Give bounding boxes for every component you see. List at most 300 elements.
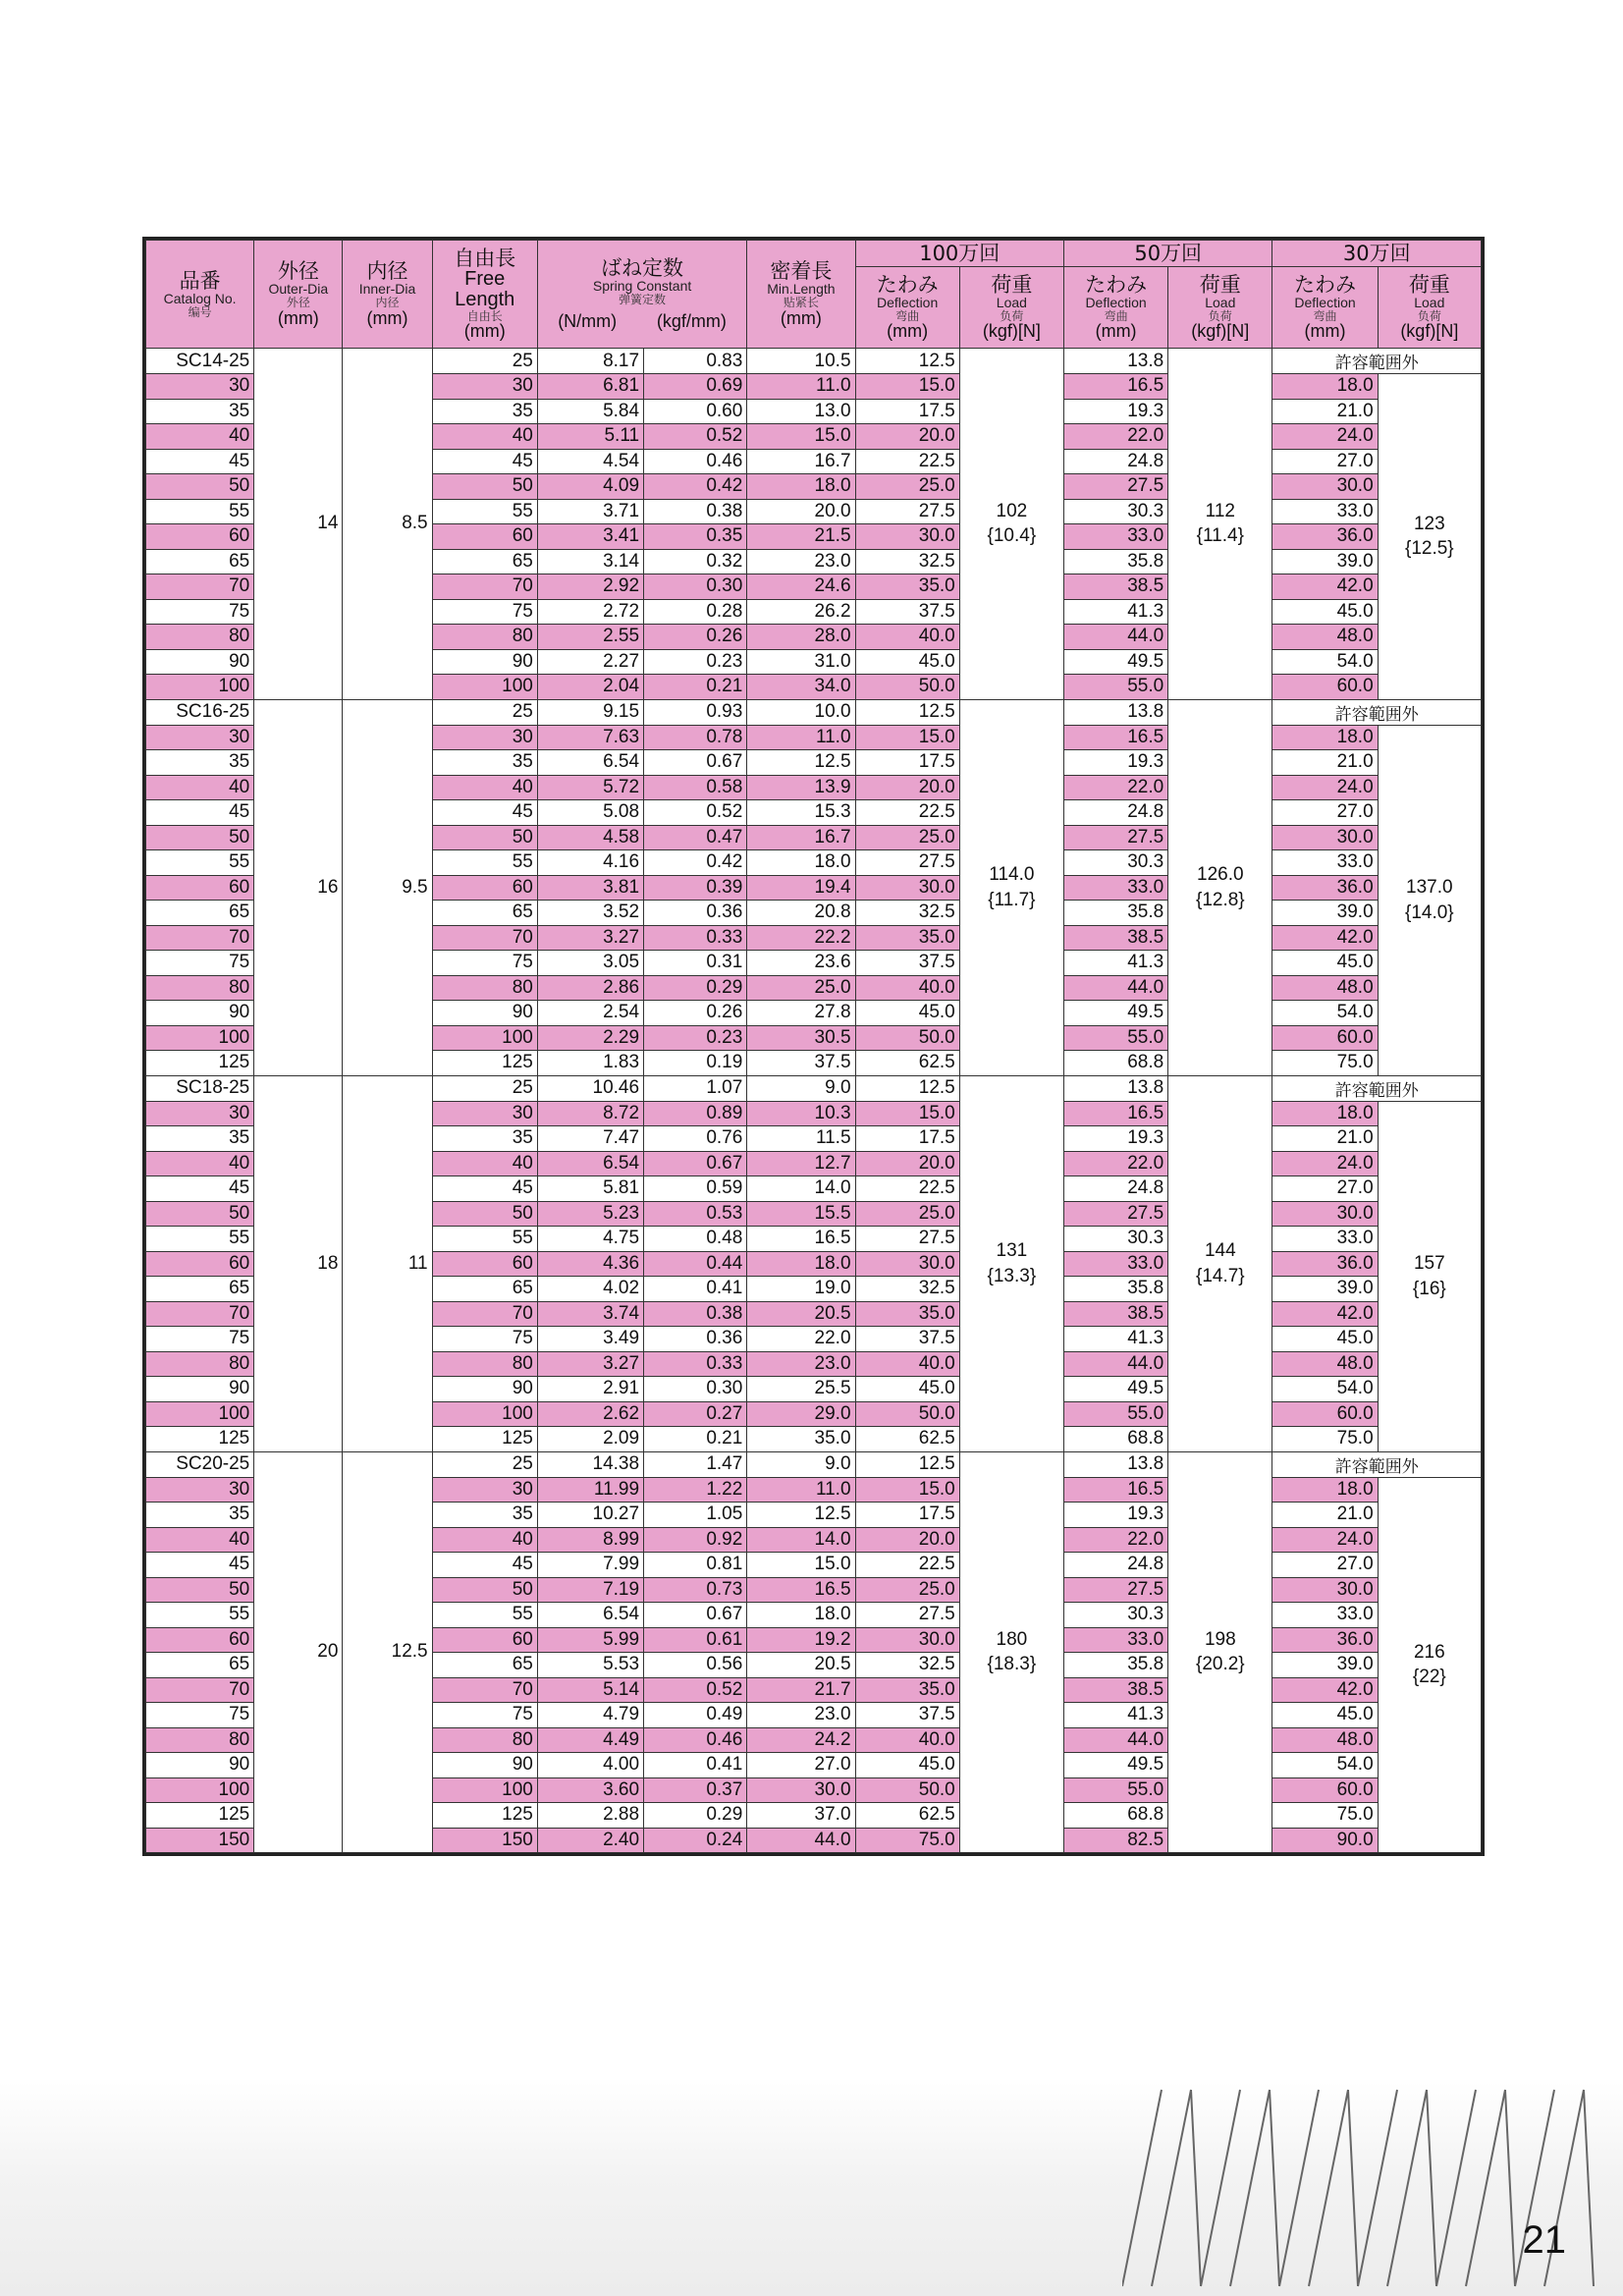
deflection-1m-cell: 22.5 xyxy=(855,1553,959,1578)
spring-constant-n-cell: 4.49 xyxy=(537,1727,643,1753)
catalog-no-cell: 30 xyxy=(146,1477,254,1503)
spring-constant-n-cell: 5.99 xyxy=(537,1627,643,1653)
load-500k-cell-newton: 112 xyxy=(1205,500,1235,521)
deflection-300k-cell: 45.0 xyxy=(1272,1327,1378,1352)
load-500k-cell-newton: 144 xyxy=(1204,1239,1236,1261)
deflection-300k-cell: 18.0 xyxy=(1272,374,1378,400)
spring-spec-table xyxy=(145,240,1482,1853)
deflection-1m-cell: 22.5 xyxy=(855,449,959,474)
deflection-500k-cell: 41.3 xyxy=(1063,1327,1167,1352)
min-length-cell: 23.0 xyxy=(747,1351,855,1377)
header-load-1: 荷重 Load 负荷 (kgf)[N] xyxy=(959,267,1063,349)
load-1m-cell xyxy=(959,1451,1063,1853)
catalog-no-cell: 45 xyxy=(146,1176,254,1202)
min-length-cell: 10.3 xyxy=(747,1101,855,1126)
spring-constant-kgf-cell: 0.38 xyxy=(644,499,747,524)
deflection-300k-cell: 42.0 xyxy=(1272,1301,1378,1327)
deflection-1m-cell: 12.5 xyxy=(855,1451,959,1477)
spring-constant-kgf-cell: 1.05 xyxy=(644,1503,747,1528)
catalog-no-cell: 100 xyxy=(146,1025,254,1051)
deflection-500k-cell: 30.3 xyxy=(1063,499,1167,524)
header-deflection-2: たわみ Deflection 弯曲 (mm) xyxy=(1063,267,1167,349)
min-length-cell: 15.3 xyxy=(747,800,855,826)
catalog-no-cell: 30 xyxy=(146,374,254,400)
free-length-cell: 55 xyxy=(432,1603,537,1628)
deflection-300k-cell: 18.0 xyxy=(1272,1477,1378,1503)
spring-constant-kgf-cell: 0.36 xyxy=(644,1327,747,1352)
free-length-cell: 60 xyxy=(432,875,537,901)
spring-constant-kgf-cell: 0.60 xyxy=(644,399,747,424)
deflection-1m-cell: 32.5 xyxy=(855,901,959,926)
spring-constant-kgf-cell: 1.07 xyxy=(644,1075,747,1101)
spring-constant-kgf-cell: 0.67 xyxy=(644,1151,747,1176)
spring-constant-n-cell: 4.02 xyxy=(537,1277,643,1302)
spring-constant-kgf-cell: 0.52 xyxy=(644,1677,747,1703)
spring-constant-kgf-cell: 0.93 xyxy=(644,699,747,725)
load-300k-cell-kgf: {22} xyxy=(1412,1667,1446,1688)
deflection-1m-cell: 45.0 xyxy=(855,1377,959,1402)
catalog-no-cell: SC20-25 xyxy=(146,1451,254,1477)
inner-dia-cell: 11 xyxy=(343,1075,432,1451)
min-length-cell: 37.5 xyxy=(747,1051,855,1076)
header-free-length: 自由長 Free Length 自由长 (mm) xyxy=(432,241,537,349)
spring-constant-kgf-cell: 0.23 xyxy=(644,1025,747,1051)
free-length-cell: 45 xyxy=(432,1176,537,1202)
deflection-300k-cell: 33.0 xyxy=(1272,1603,1378,1628)
min-length-cell: 23.0 xyxy=(747,549,855,574)
catalog-no-cell: 65 xyxy=(146,901,254,926)
header-deflection-3: たわみ Deflection 弯曲 (mm) xyxy=(1272,267,1378,349)
free-length-cell: 125 xyxy=(432,1803,537,1829)
deflection-1m-cell: 75.0 xyxy=(855,1828,959,1853)
spring-constant-kgf-cell: 0.28 xyxy=(644,599,747,625)
spring-constant-kgf-cell: 0.24 xyxy=(644,1828,747,1853)
deflection-300k-cell: 21.0 xyxy=(1272,1503,1378,1528)
spring-constant-kgf-cell: 0.32 xyxy=(644,549,747,574)
catalog-no-cell: 80 xyxy=(146,1351,254,1377)
spring-constant-n-cell: 7.99 xyxy=(537,1553,643,1578)
free-length-cell: 50 xyxy=(432,474,537,500)
spring-constant-n-cell: 4.36 xyxy=(537,1251,643,1277)
load-1m-cell-newton: 131 xyxy=(996,1239,1028,1261)
deflection-1m-cell: 12.5 xyxy=(855,1075,959,1101)
deflection-300k-cell: 36.0 xyxy=(1272,875,1378,901)
min-length-cell: 11.0 xyxy=(747,725,855,750)
catalog-no-cell: 60 xyxy=(146,875,254,901)
spring-constant-kgf-cell: 0.56 xyxy=(644,1653,747,1678)
free-length-cell: 65 xyxy=(432,1277,537,1302)
min-length-cell: 37.0 xyxy=(747,1803,855,1829)
deflection-500k-cell: 38.5 xyxy=(1063,574,1167,600)
min-length-cell: 23.0 xyxy=(747,1703,855,1728)
min-length-cell: 21.5 xyxy=(747,524,855,550)
spring-constant-kgf-cell: 0.21 xyxy=(644,675,747,700)
free-length-cell: 50 xyxy=(432,825,537,850)
free-length-cell: 35 xyxy=(432,399,537,424)
free-length-cell: 70 xyxy=(432,925,537,951)
spring-constant-n-cell: 2.29 xyxy=(537,1025,643,1051)
deflection-500k-cell: 13.8 xyxy=(1063,1451,1167,1477)
free-length-cell: 100 xyxy=(432,675,537,700)
header-deflection-1: たわみ Deflection 弯曲 (mm) xyxy=(855,267,959,349)
spring-constant-n-cell: 4.54 xyxy=(537,449,643,474)
deflection-1m-cell: 40.0 xyxy=(855,975,959,1001)
catalog-no-cell: 35 xyxy=(146,750,254,776)
min-length-cell: 11.0 xyxy=(747,1477,855,1503)
min-length-cell: 31.0 xyxy=(747,649,855,675)
load-1m-cell xyxy=(959,1075,1063,1451)
deflection-300k-cell: 60.0 xyxy=(1272,675,1378,700)
catalog-no-cell: 60 xyxy=(146,1627,254,1653)
min-length-cell: 20.0 xyxy=(747,499,855,524)
free-length-cell: 40 xyxy=(432,1527,537,1553)
load-500k-cell xyxy=(1168,1075,1272,1451)
catalog-no-cell: 60 xyxy=(146,1251,254,1277)
deflection-1m-cell: 50.0 xyxy=(855,1777,959,1803)
min-length-cell: 44.0 xyxy=(747,1828,855,1853)
deflection-1m-cell: 40.0 xyxy=(855,625,959,650)
deflection-500k-cell: 55.0 xyxy=(1063,1777,1167,1803)
free-length-cell: 65 xyxy=(432,901,537,926)
deflection-1m-cell: 30.0 xyxy=(855,1251,959,1277)
out-of-range-note: 許容範囲外 xyxy=(1272,1075,1482,1101)
load-1m-cell xyxy=(959,699,1063,1075)
min-length-cell: 13.0 xyxy=(747,399,855,424)
catalog-no-cell: 40 xyxy=(146,775,254,800)
catalog-no-cell: 40 xyxy=(146,1527,254,1553)
spring-constant-n-cell: 2.86 xyxy=(537,975,643,1001)
spring-constant-n-cell: 2.88 xyxy=(537,1803,643,1829)
spring-constant-kgf-cell: 0.33 xyxy=(644,925,747,951)
deflection-300k-cell: 48.0 xyxy=(1272,1727,1378,1753)
spring-constant-kgf-cell: 0.67 xyxy=(644,750,747,776)
free-length-cell: 40 xyxy=(432,775,537,800)
catalog-no-cell: 65 xyxy=(146,1653,254,1678)
spring-constant-kgf-cell: 0.44 xyxy=(644,1251,747,1277)
catalog-no-cell: 50 xyxy=(146,1577,254,1603)
load-500k-cell-newton: 126.0 xyxy=(1197,863,1244,885)
deflection-1m-cell: 22.5 xyxy=(855,800,959,826)
catalog-no-cell: 30 xyxy=(146,1101,254,1126)
deflection-500k-cell: 16.5 xyxy=(1063,1101,1167,1126)
load-300k-cell-kgf: {16} xyxy=(1412,1278,1446,1299)
min-length-cell: 16.5 xyxy=(747,1577,855,1603)
deflection-300k-cell: 48.0 xyxy=(1272,975,1378,1001)
min-length-cell: 20.8 xyxy=(747,901,855,926)
deflection-500k-cell: 27.5 xyxy=(1063,825,1167,850)
spring-constant-kgf-cell: 0.52 xyxy=(644,424,747,450)
catalog-no-cell: 40 xyxy=(146,424,254,450)
deflection-1m-cell: 40.0 xyxy=(855,1351,959,1377)
deflection-1m-cell: 45.0 xyxy=(855,1753,959,1778)
catalog-no-cell: 70 xyxy=(146,574,254,600)
spring-constant-n-cell: 8.17 xyxy=(537,349,643,374)
load-1m-cell-kgf: {11.7} xyxy=(988,889,1036,910)
spring-constant-kgf-cell: 1.22 xyxy=(644,1477,747,1503)
load-1m-cell-newton: 180 xyxy=(996,1628,1028,1650)
deflection-500k-cell: 41.3 xyxy=(1063,1703,1167,1728)
spring-constant-kgf-cell: 0.58 xyxy=(644,775,747,800)
deflection-1m-cell: 27.5 xyxy=(855,1603,959,1628)
min-length-cell: 29.0 xyxy=(747,1401,855,1427)
free-length-cell: 35 xyxy=(432,1126,537,1152)
free-length-cell: 100 xyxy=(432,1777,537,1803)
load-300k-cell-newton: 123 xyxy=(1413,513,1445,534)
free-length-cell: 30 xyxy=(432,374,537,400)
spring-constant-n-cell: 4.16 xyxy=(537,850,643,876)
spring-constant-n-cell: 2.40 xyxy=(537,1828,643,1853)
load-500k-cell xyxy=(1168,699,1272,1075)
deflection-500k-cell: 19.3 xyxy=(1063,750,1167,776)
deflection-500k-cell: 16.5 xyxy=(1063,725,1167,750)
catalog-no-cell: 70 xyxy=(146,1301,254,1327)
spring-constant-kgf-cell: 0.19 xyxy=(644,1051,747,1076)
catalog-no-cell: SC14-25 xyxy=(146,349,254,374)
deflection-300k-cell: 54.0 xyxy=(1272,1753,1378,1778)
free-length-cell: 65 xyxy=(432,549,537,574)
min-length-cell: 24.6 xyxy=(747,574,855,600)
deflection-500k-cell: 41.3 xyxy=(1063,599,1167,625)
free-length-cell: 50 xyxy=(432,1577,537,1603)
spring-constant-kgf-cell: 0.39 xyxy=(644,875,747,901)
deflection-300k-cell: 42.0 xyxy=(1272,574,1378,600)
deflection-300k-cell: 21.0 xyxy=(1272,1126,1378,1152)
spring-constant-kgf-cell: 0.29 xyxy=(644,1803,747,1829)
header-group-300k-cycles: 30万回 xyxy=(1272,241,1482,267)
catalog-no-cell: 75 xyxy=(146,951,254,976)
free-length-cell: 75 xyxy=(432,599,537,625)
deflection-1m-cell: 35.0 xyxy=(855,574,959,600)
deflection-300k-cell: 30.0 xyxy=(1272,1201,1378,1227)
deflection-500k-cell: 49.5 xyxy=(1063,1001,1167,1026)
deflection-300k-cell: 36.0 xyxy=(1272,524,1378,550)
deflection-1m-cell: 37.5 xyxy=(855,599,959,625)
deflection-300k-cell: 21.0 xyxy=(1272,750,1378,776)
free-length-cell: 90 xyxy=(432,649,537,675)
spring-constant-kgf-cell: 0.67 xyxy=(644,1603,747,1628)
free-length-cell: 30 xyxy=(432,725,537,750)
catalog-no-cell: 100 xyxy=(146,675,254,700)
deflection-1m-cell: 35.0 xyxy=(855,925,959,951)
inner-dia-cell: 8.5 xyxy=(343,349,432,700)
catalog-no-cell: 65 xyxy=(146,549,254,574)
deflection-500k-cell: 13.8 xyxy=(1063,699,1167,725)
spring-constant-n-cell: 3.74 xyxy=(537,1301,643,1327)
spring-constant-n-cell: 7.47 xyxy=(537,1126,643,1152)
header-catalog-no: 品番 Catalog No. 编号 xyxy=(146,241,254,349)
deflection-500k-cell: 19.3 xyxy=(1063,399,1167,424)
spring-constant-n-cell: 7.63 xyxy=(537,725,643,750)
spring-constant-kgf-cell: 0.41 xyxy=(644,1753,747,1778)
deflection-300k-cell: 60.0 xyxy=(1272,1025,1378,1051)
spring-constant-kgf-cell: 0.42 xyxy=(644,850,747,876)
catalog-no-cell: 125 xyxy=(146,1051,254,1076)
deflection-300k-cell: 21.0 xyxy=(1272,399,1378,424)
free-length-cell: 90 xyxy=(432,1377,537,1402)
deflection-500k-cell: 22.0 xyxy=(1063,775,1167,800)
spring-constant-n-cell: 2.09 xyxy=(537,1427,643,1452)
deflection-300k-cell: 39.0 xyxy=(1272,549,1378,574)
deflection-500k-cell: 35.8 xyxy=(1063,1653,1167,1678)
deflection-1m-cell: 27.5 xyxy=(855,499,959,524)
deflection-300k-cell: 75.0 xyxy=(1272,1051,1378,1076)
deflection-1m-cell: 15.0 xyxy=(855,1477,959,1503)
spring-constant-n-cell: 10.27 xyxy=(537,1503,643,1528)
deflection-300k-cell: 33.0 xyxy=(1272,850,1378,876)
table-header xyxy=(146,241,1482,349)
deflection-500k-cell: 44.0 xyxy=(1063,1727,1167,1753)
spring-constant-n-cell: 3.05 xyxy=(537,951,643,976)
outer-dia-cell: 20 xyxy=(254,1451,343,1853)
spring-constant-kgf-cell: 0.49 xyxy=(644,1703,747,1728)
deflection-500k-cell: 30.3 xyxy=(1063,1603,1167,1628)
load-300k-cell-newton: 157 xyxy=(1413,1252,1445,1274)
spring-constant-n-cell: 2.04 xyxy=(537,675,643,700)
free-length-cell: 90 xyxy=(432,1001,537,1026)
load-300k-cell xyxy=(1378,1477,1481,1853)
spring-constant-kgf-cell: 0.23 xyxy=(644,649,747,675)
free-length-cell: 55 xyxy=(432,850,537,876)
load-300k-cell xyxy=(1378,1101,1481,1451)
catalog-no-cell: 50 xyxy=(146,1201,254,1227)
deflection-500k-cell: 33.0 xyxy=(1063,524,1167,550)
deflection-300k-cell: 39.0 xyxy=(1272,901,1378,926)
spring-constant-kgf-cell: 0.30 xyxy=(644,1377,747,1402)
free-length-cell: 60 xyxy=(432,524,537,550)
min-length-cell: 15.0 xyxy=(747,424,855,450)
deflection-500k-cell: 33.0 xyxy=(1063,1627,1167,1653)
deflection-1m-cell: 37.5 xyxy=(855,1703,959,1728)
free-length-cell: 75 xyxy=(432,1327,537,1352)
min-length-cell: 23.6 xyxy=(747,951,855,976)
deflection-500k-cell: 55.0 xyxy=(1063,675,1167,700)
min-length-cell: 11.5 xyxy=(747,1126,855,1152)
load-1m-cell-kgf: {10.4} xyxy=(987,525,1037,547)
page-number: 21 xyxy=(1522,2218,1566,2262)
deflection-1m-cell: 12.5 xyxy=(855,699,959,725)
deflection-300k-cell: 45.0 xyxy=(1272,951,1378,976)
table-row xyxy=(146,699,1482,725)
deflection-500k-cell: 38.5 xyxy=(1063,1677,1167,1703)
spring-constant-kgf-cell: 0.46 xyxy=(644,449,747,474)
catalog-no-cell: SC18-25 xyxy=(146,1075,254,1101)
spring-constant-kgf-cell: 0.89 xyxy=(644,1101,747,1126)
deflection-300k-cell: 27.0 xyxy=(1272,800,1378,826)
deflection-300k-cell: 75.0 xyxy=(1272,1427,1378,1452)
spring-constant-n-cell: 6.81 xyxy=(537,374,643,400)
catalog-no-cell: 60 xyxy=(146,524,254,550)
load-1m-cell-newton: 102 xyxy=(996,500,1028,521)
spring-constant-n-cell: 6.54 xyxy=(537,1603,643,1628)
spring-constant-n-cell: 1.83 xyxy=(537,1051,643,1076)
spring-constant-kgf-cell: 0.42 xyxy=(644,474,747,500)
free-length-cell: 90 xyxy=(432,1753,537,1778)
deflection-500k-cell: 38.5 xyxy=(1063,1301,1167,1327)
deflection-300k-cell: 45.0 xyxy=(1272,1703,1378,1728)
free-length-cell: 150 xyxy=(432,1828,537,1853)
free-length-cell: 60 xyxy=(432,1251,537,1277)
spring-constant-n-cell: 2.27 xyxy=(537,649,643,675)
free-length-cell: 55 xyxy=(432,499,537,524)
free-length-cell: 125 xyxy=(432,1051,537,1076)
spring-constant-kgf-cell: 0.61 xyxy=(644,1627,747,1653)
deflection-1m-cell: 20.0 xyxy=(855,1527,959,1553)
min-length-cell: 18.0 xyxy=(747,474,855,500)
deflection-300k-cell: 42.0 xyxy=(1272,1677,1378,1703)
load-300k-cell xyxy=(1378,725,1481,1075)
spring-constant-kgf-cell: 0.52 xyxy=(644,800,747,826)
load-500k-cell-kgf: {14.7} xyxy=(1195,1265,1245,1286)
catalog-no-cell: 30 xyxy=(146,725,254,750)
deflection-500k-cell: 27.5 xyxy=(1063,1577,1167,1603)
deflection-1m-cell: 30.0 xyxy=(855,1627,959,1653)
header-inner-dia: 内径 Inner-Dia 内径 (mm) xyxy=(343,241,432,349)
catalog-no-cell: 150 xyxy=(146,1828,254,1853)
min-length-cell: 12.5 xyxy=(747,750,855,776)
deflection-1m-cell: 62.5 xyxy=(855,1803,959,1829)
min-length-cell: 20.5 xyxy=(747,1301,855,1327)
deflection-500k-cell: 27.5 xyxy=(1063,474,1167,500)
deflection-500k-cell: 49.5 xyxy=(1063,1377,1167,1402)
free-length-cell: 70 xyxy=(432,1301,537,1327)
free-length-cell: 45 xyxy=(432,449,537,474)
free-length-cell: 45 xyxy=(432,800,537,826)
deflection-1m-cell: 15.0 xyxy=(855,374,959,400)
free-length-cell: 40 xyxy=(432,1151,537,1176)
deflection-500k-cell: 44.0 xyxy=(1063,975,1167,1001)
min-length-cell: 16.7 xyxy=(747,449,855,474)
spring-constant-n-cell: 5.81 xyxy=(537,1176,643,1202)
spring-constant-kgf-cell: 0.37 xyxy=(644,1777,747,1803)
spring-constant-n-cell: 3.27 xyxy=(537,1351,643,1377)
free-length-cell: 100 xyxy=(432,1025,537,1051)
catalog-no-cell: 35 xyxy=(146,399,254,424)
catalog-no-cell: 50 xyxy=(146,474,254,500)
deflection-1m-cell: 50.0 xyxy=(855,675,959,700)
min-length-cell: 27.0 xyxy=(747,1753,855,1778)
deflection-1m-cell: 62.5 xyxy=(855,1427,959,1452)
spring-constant-kgf-cell: 0.27 xyxy=(644,1401,747,1427)
min-length-cell: 22.0 xyxy=(747,1327,855,1352)
min-length-cell: 9.0 xyxy=(747,1451,855,1477)
min-length-cell: 19.2 xyxy=(747,1627,855,1653)
deflection-500k-cell: 68.8 xyxy=(1063,1051,1167,1076)
deflection-1m-cell: 17.5 xyxy=(855,750,959,776)
spring-constant-kgf-cell: 0.29 xyxy=(644,975,747,1001)
spring-constant-n-cell: 5.08 xyxy=(537,800,643,826)
deflection-300k-cell: 30.0 xyxy=(1272,825,1378,850)
free-length-cell: 25 xyxy=(432,1075,537,1101)
deflection-500k-cell: 41.3 xyxy=(1063,951,1167,976)
min-length-cell: 10.0 xyxy=(747,699,855,725)
min-length-cell: 11.0 xyxy=(747,374,855,400)
spring-constant-kgf-cell: 1.47 xyxy=(644,1451,747,1477)
table-row xyxy=(146,1451,1482,1477)
deflection-1m-cell: 17.5 xyxy=(855,399,959,424)
spring-constant-kgf-cell: 0.53 xyxy=(644,1201,747,1227)
spring-constant-n-cell: 3.71 xyxy=(537,499,643,524)
deflection-500k-cell: 13.8 xyxy=(1063,349,1167,374)
deflection-500k-cell: 24.8 xyxy=(1063,1176,1167,1202)
load-300k-cell-newton: 137.0 xyxy=(1406,876,1453,898)
deflection-500k-cell: 49.5 xyxy=(1063,649,1167,675)
deflection-300k-cell: 24.0 xyxy=(1272,1151,1378,1176)
deflection-1m-cell: 45.0 xyxy=(855,649,959,675)
min-length-cell: 30.0 xyxy=(747,1777,855,1803)
free-length-cell: 70 xyxy=(432,574,537,600)
deflection-300k-cell: 48.0 xyxy=(1272,1351,1378,1377)
deflection-1m-cell: 22.5 xyxy=(855,1176,959,1202)
